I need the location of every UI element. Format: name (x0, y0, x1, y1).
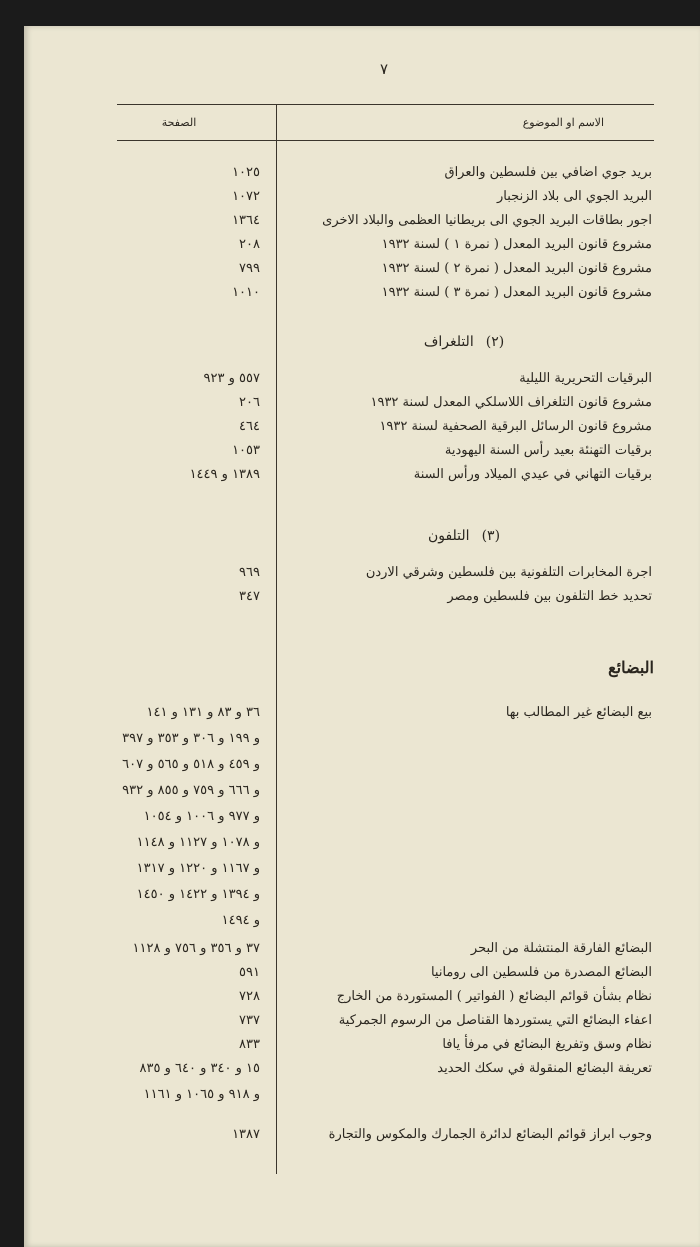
page-ref: ٥٥٧ و ٩٢٣ (203, 371, 260, 386)
topic: مشروع قانون البريد المعدل ( نمرة ٣ ) لسنة ١٩٣٢ (381, 285, 652, 300)
index-row (24, 702, 700, 724)
header-rule (117, 140, 654, 141)
page-ref: ٧٣٧ (239, 1013, 260, 1028)
topic: بيع البضائع غير المطالب بها (505, 705, 652, 720)
topic: اجور بطاقات البريد الجوي الى بريطانيا العظمى والبلاد الاخرى (322, 213, 652, 228)
topic: البريد الجوي الى بلاد الزنجبار (497, 189, 652, 204)
page-ref: ٢٠٦ (239, 395, 260, 410)
section-number: (٣) (481, 528, 501, 544)
page-ref: و ٩٧٧ و ١٠٠٦ و ١٠٥٤ (143, 809, 260, 824)
index-row (24, 282, 700, 304)
page-ref-continuation (24, 728, 700, 750)
page-ref: ٣٦ و ٨٣ و ١٣١ و ١٤١ (146, 705, 260, 720)
page-ref: ١٣٨٧ (232, 1127, 260, 1142)
index-row (24, 234, 700, 256)
index-row (24, 1034, 700, 1056)
index-row (24, 1124, 700, 1146)
page-ref-continuation (24, 806, 700, 828)
topic: بريد جوي اضافي بين فلسطين والعراق (444, 165, 652, 180)
page-ref-continuation (24, 832, 700, 854)
index-row (24, 1058, 700, 1080)
page-ref: ١٠٥٣ (232, 443, 260, 458)
page-ref: ١٣٦٤ (232, 213, 260, 228)
section-heading-goods: البضائع (608, 658, 654, 677)
topic: تحديد خط التلفون بين فلسطين ومصر (447, 589, 652, 604)
topic: اجرة المخابرات التلفونية بين فلسطين وشرقي الاردن (365, 565, 652, 580)
index-row (24, 392, 700, 414)
page-ref: ١٥ و ٣٤٠ و ٦٤٠ و ٨٣٥ (139, 1061, 260, 1076)
section-heading-telegraph (284, 334, 644, 350)
topic: مشروع قانون البريد المعدل ( نمرة ١ ) لسنة ١٩٣٢ (381, 237, 652, 252)
topic: البضائع المصدرة من فلسطين الى رومانيا (430, 965, 652, 980)
page-ref: و ٦٦٦ و ٧٥٩ و ٨٥٥ و ٩٣٢ (122, 783, 260, 798)
index-row (24, 1010, 700, 1032)
topic: برقيات التهنئة بعيد رأس السنة اليهودية (444, 443, 652, 458)
index-row (24, 416, 700, 438)
header-topic: الاسم او الموضوع (522, 116, 604, 129)
page-ref-continuation (24, 1084, 700, 1106)
page-ref-continuation (24, 754, 700, 776)
topic: وجوب ابراز قوائم البضائع لدائرة الجمارك والمكوس والتجارة (328, 1127, 652, 1142)
page-ref: ٩٦٩ (239, 565, 260, 580)
page-ref: ٧٢٨ (239, 989, 260, 1004)
page-ref-continuation (24, 858, 700, 880)
page-ref: ٤٦٤ (239, 419, 260, 434)
section-heading-telephone (284, 528, 644, 544)
section-title: التلغراف (423, 334, 474, 350)
page-ref: ١٠٢٥ (232, 165, 260, 180)
topic: البضائع الفارقة المنتشلة من البحر (470, 941, 652, 956)
header-page: الصفحة (161, 116, 197, 129)
index-row (24, 440, 700, 462)
index-row (24, 586, 700, 608)
page-ref: ٧٩٩ (239, 261, 260, 276)
topic: مشروع قانون البريد المعدل ( نمرة ٢ ) لسنة ١٩٣٢ (381, 261, 652, 276)
page-ref: و ١٣٩٤ و ١٤٢٢ و ١٤٥٠ (136, 887, 260, 902)
page-ref: ٣٧ و ٣٥٦ و ٧٥٦ و ١١٢٨ (132, 941, 260, 956)
index-row (24, 986, 700, 1008)
topic: مشروع قانون التلغراف اللاسلكي المعدل لسنة ١٩٣٢ (370, 395, 652, 410)
index-row (24, 186, 700, 208)
index-row (24, 210, 700, 232)
index-row (24, 368, 700, 390)
topic: البرقيات التحريرية الليلية (519, 371, 652, 386)
page-ref-continuation (24, 780, 700, 802)
page-ref: و ١٩٩ و ٣٠٦ و ٣٥٣ و ٣٩٧ (122, 731, 260, 746)
page-ref: ١٠١٠ (232, 285, 260, 300)
index-row (24, 962, 700, 984)
page-ref: و ١٠٧٨ و ١١٢٧ و ١١٤٨ (136, 835, 260, 850)
page-ref: و ٤٥٩ و ٥١٨ و ٥٦٥ و ٦٠٧ (122, 757, 260, 772)
page-ref-continuation (24, 910, 700, 932)
page-ref: ١٣٨٩ و ١٤٤٩ (189, 467, 260, 482)
page-ref: ٢٠٨ (239, 237, 260, 252)
page-ref: ٥٩١ (239, 965, 260, 980)
page-ref: ٣٤٧ (239, 589, 260, 604)
document-page (24, 26, 700, 1247)
index-row (24, 258, 700, 280)
topic: برقيات التهاني في عيدي الميلاد ورأس السنة (413, 467, 652, 482)
section-number: (٢) (485, 334, 505, 350)
index-row (24, 464, 700, 486)
page-ref-continuation (24, 884, 700, 906)
index-row (24, 938, 700, 960)
page-ref: و ٩١٨ و ١٠٦٥ و ١١٦١ (143, 1087, 260, 1102)
topic: نظام وسق وتفريغ البضائع في مرفأ يافا (442, 1037, 652, 1052)
topic: نظام بشأن قوائم البضائع ( الفواتير ) المستوردة من الخارج (336, 989, 652, 1004)
page-number: ٧ (379, 60, 389, 78)
page-ref: ٨٣٣ (239, 1037, 260, 1052)
index-row (24, 162, 700, 184)
topic: تعريفة البضائع المنقولة في سكك الحديد (437, 1061, 652, 1076)
page-ref: ١٠٧٢ (232, 189, 260, 204)
topic: مشروع قانون الرسائل البرقية الصحفية لسنة ١٩٣٢ (379, 419, 652, 434)
page-ref: و ١١٦٧ و ١٢٢٠ و ١٣١٧ (136, 861, 260, 876)
topic: اعفاء البضائع التي يستوردها القناصل من الرسوم الجمركية (338, 1013, 652, 1028)
section-title: التلفون (427, 528, 470, 544)
index-row (24, 562, 700, 584)
top-rule (117, 104, 654, 105)
page-ref: و ١٤٩٤ (221, 913, 260, 928)
